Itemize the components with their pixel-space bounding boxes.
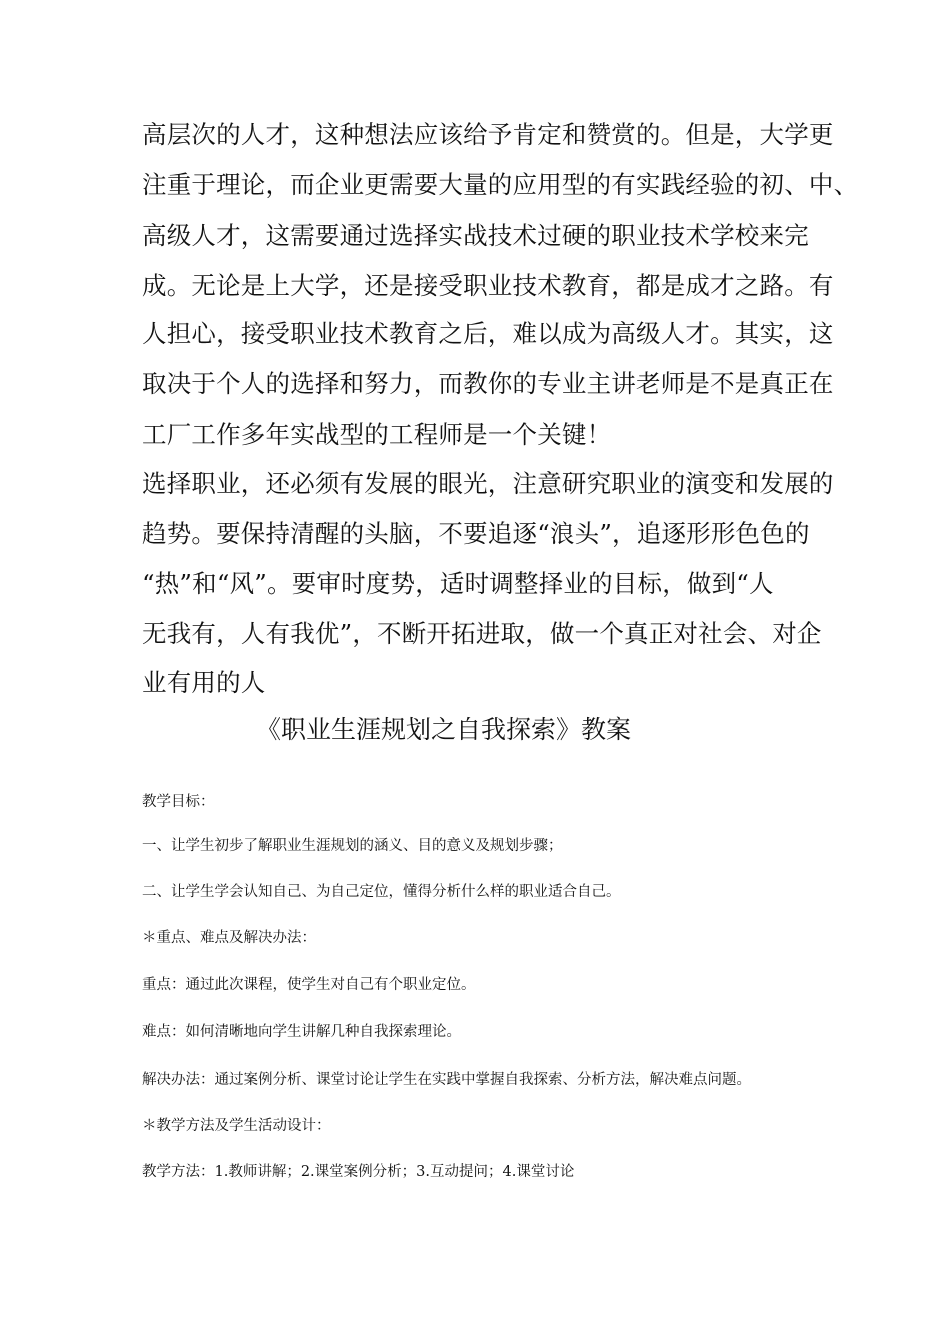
plan-line-3: 二、让学生学会认知自己、为自己定位，懂得分析什么样的职业适合自己。 <box>142 884 621 900</box>
body-line-5: 人担心，接受职业技术教育之后，难以成为高级人才。其实，这 <box>142 319 834 348</box>
body-line-7: 工厂工作多年实战型的工程师是一个关键！ <box>142 420 612 449</box>
body-line-3: 高级人才，这需要通过选择实战技术过硬的职业技术学校来完 <box>142 221 809 250</box>
lesson-plan-title: 《职业生涯规划之自我探索》教案 <box>256 715 632 744</box>
plan-line-1: 教学目标： <box>142 794 215 810</box>
plan-line-2: 一、让学生初步了解职业生涯规划的涵义、目的意义及规划步骤； <box>142 838 563 854</box>
body-line-1: 高层次的人才，这种想法应该给予肯定和赞赏的。但是，大学更 <box>142 120 834 149</box>
body-line-6: 取决于个人的选择和努力，而教你的专业主讲老师是不是真正在 <box>142 369 834 398</box>
plan-line-6: 难点：如何清晰地向学生讲解几种自我探索理论。 <box>142 1024 461 1040</box>
plan-line-9: 教学方法：1.教师讲解；2.课堂案例分析；3.互动提问；4.课堂讨论 <box>142 1164 575 1180</box>
plan-line-8: ＊教学方法及学生活动设计： <box>142 1118 331 1134</box>
plan-line-7: 解决办法：通过案例分析、课堂讨论让学生在实践中掌握自我探索、分析方法，解决难点问题。 <box>142 1072 751 1088</box>
plan-line-4: ＊重点、难点及解决办法： <box>142 930 316 946</box>
body-line-2: 注重于理论，而企业更需要大量的应用型的有实践经验的初、中、 <box>142 170 859 199</box>
body-line-12: 业有用的人 <box>142 668 266 697</box>
plan-line-5: 重点：通过此次课程，使学生对自己有个职业定位。 <box>142 977 476 993</box>
body-line-10: “热”和“风”。要审时度势，适时调整择业的目标，做到“人 <box>142 569 774 598</box>
body-line-4: 成。无论是上大学，还是接受职业技术教育，都是成才之路。有 <box>142 271 834 300</box>
body-line-9: 趋势。要保持清醒的头脑，不要追逐“浪头”，追逐形形色色的 <box>142 519 810 548</box>
body-line-8: 选择职业，还必须有发展的眼光，注意研究职业的演变和发展的 <box>142 469 834 498</box>
body-line-11: 无我有，人有我优”，不断开拓进取，做一个真正对社会、对企 <box>142 619 822 648</box>
